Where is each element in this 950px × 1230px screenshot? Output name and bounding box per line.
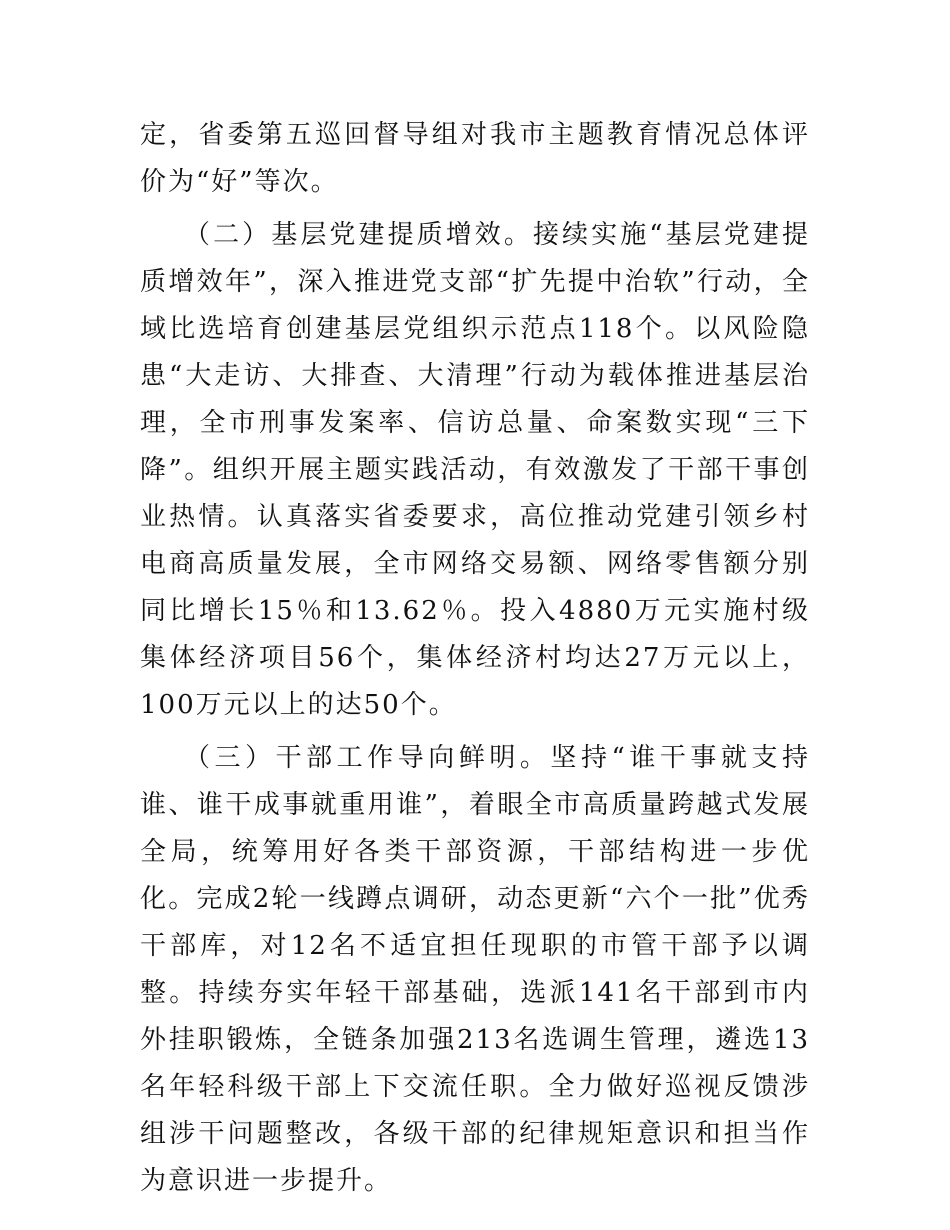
- document-body: [140, 112, 810, 1205]
- paragraph-grassroots-party-building: （二）基层党建提质增效。接续实施“基层党建提质增效年”，深入推进党支部“扩先提中治软”行动，全域比选培育创建基层党组织示范点118个。以风险隐患“大走访、大排查、大清理”行动为载体推进基层治理，全市刑事发案率、信访总量、命案数实现“三下降”。组织开展主题实践活动，有效激发了干部干事创业热情。认真落实省委要求，高位推动党建引领乡村电商高质量发展，全市网络交易额、网络零售额分别同比增长15％和13.62％。投入4880万元实施村级集体经济项目56个，集体经济村均达27万元以上，100万元以上的达50个。: [140, 220, 810, 720]
- paragraph-cadre-work: （三）干部工作导向鲜明。坚持“谁干事就支持谁、谁干成事就重用谁”，着眼全市高质量跨越式发展全局，统筹用好各类干部资源，干部结构进一步优化。完成2轮一线蹲点调研，动态更新“六个一批”优秀干部库，对12名不适宜担任现职的市管干部予以调整。持续夯实年轻干部基础，选派141名干部到市内外挂职锻炼，全链条加强213名选调生管理，遴选13名年轻科级干部上下交流任职。全力做好巡视反馈涉组涉干问题整改，各级干部的纪律规矩意识和担当作为意识进一步提升。: [140, 743, 810, 1196]
- paragraph-continuation: 定，省委第五巡回督导组对我市主题教育情况总体评价为“好”等次。: [140, 120, 810, 197]
